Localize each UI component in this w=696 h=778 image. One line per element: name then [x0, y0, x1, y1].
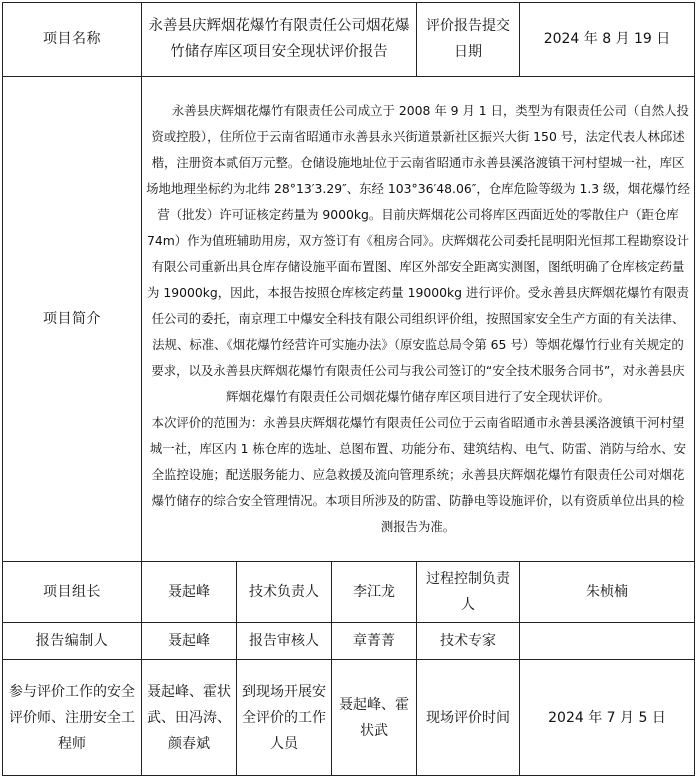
project-intro-body: [142, 76, 695, 561]
compiler-label: 报告编制人: [3, 623, 142, 660]
submit-date-value: 2024 年 8 月 19 日: [520, 3, 695, 77]
reviewer-value: 章菁菁: [332, 623, 417, 660]
reviewer-label: 报告审核人: [237, 623, 332, 660]
leader-label: 项目组长: [3, 561, 142, 623]
process-control-value: 朱桢楠: [520, 561, 695, 623]
project-name-value: 永善县庆辉烟花爆竹有限责任公司烟花爆竹储存库区项目安全现状评价报告: [142, 3, 417, 77]
process-control-label: 过程控制负责人: [417, 561, 520, 623]
row-compilers: [3, 623, 695, 660]
submit-date-label: 评价报告提交日期: [417, 3, 520, 77]
project-intro-label: 项目简介: [3, 76, 142, 561]
expert-value: [520, 623, 695, 660]
onsite-staff-value: 聂起峰、霍状武: [332, 660, 417, 776]
tech-lead-value: 李江龙: [332, 561, 417, 623]
row-leaders: [3, 561, 695, 623]
evaluators-label: 参与评价工作的安全评价师、注册安全工程师: [3, 660, 142, 776]
row-project-intro: [3, 76, 695, 561]
expert-label: 技术专家: [417, 623, 520, 660]
row-project-name: [3, 3, 695, 77]
leader-value: 聂起峰: [142, 561, 237, 623]
tech-lead-label: 技术负责人: [237, 561, 332, 623]
report-info-table: [2, 2, 695, 776]
evaluators-value: 聂起峰、霍状武、田冯涛、颜春斌: [142, 660, 237, 776]
onsite-time-value: 2024 年 7 月 5 日: [520, 660, 695, 776]
intro-paragraph-2: 本次评价的范围为：永善县庆辉烟花爆竹有限责任公司位于云南省昭通市永善县溪洛渡镇干河村望城一社，库区内 1 栋仓库的选址、总图布置、功能分布、建筑结构、电气、防雷、消防与给水、安全监控设施；配送服务能力、应急救援及流向管理系统；永善县庆辉烟花爆竹有限责任公司对烟花爆竹储存的综合安全管理情况。本项目所涉及的防雷、防静电等设施评价，以有资质单位出具的检测报告为准。: [149, 414, 687, 534]
intro-paragraph-1: 永善县庆辉烟花爆竹有限责任公司成立于 2008 年 9 月 1 日，类型为有限责任公司（自然人投资或控股），住所位于云南省昭通市永善县永兴街道景新社区振兴大街 150 号，法定代表人林邱述楷，注册资本贰佰万元整。仓储设施地址位于云南省昭通市永善县溪洛渡镇干河村望城一社，库区场地地理坐标约为北纬 28°13′3.29″、东经 103°36′48.06″，仓库危险等级为 1.3 级，烟花爆竹经营（批发）许可证核定药量为 9000kg。目前庆辉烟花公司将库区西面近处的零散住户（距仓库 74m）作为值班辅助用房，双方签订有《租房合同》。庆辉烟花公司委托昆明阳光恒邦工程勘察设计有限公司重新出具仓库存储设施平面布置图、库区外部安全距离实测图，图纸明确了仓库核定药量为 19000kg，因此，本报告按照仓库核定药量 19000kg 进行评价。受永善县庆辉烟花爆竹有限责任公司的委托，南京理工中爆安全科技有限公司组织评价组，按照国家安全生产方面的有关法律、法规、标准、《烟花爆竹经营许可实施办法》（原安监总局令第 65 号）等烟花爆竹行业有关规定的要求，以及永善县庆辉烟花爆竹有限责任公司与我公司签订的“安全技术服务合同书”，对永善县庆辉烟花爆竹有限责任公司烟花爆竹储存库区项目进行了安全现状评价。: [146, 102, 690, 404]
compiler-value: 聂起峰: [142, 623, 237, 660]
onsite-time-label: 现场评价时间: [417, 660, 520, 776]
project-name-label: 项目名称: [3, 3, 142, 77]
onsite-staff-label: 到现场开展安全评价的工作人员: [237, 660, 332, 776]
row-evaluators: [3, 660, 695, 776]
